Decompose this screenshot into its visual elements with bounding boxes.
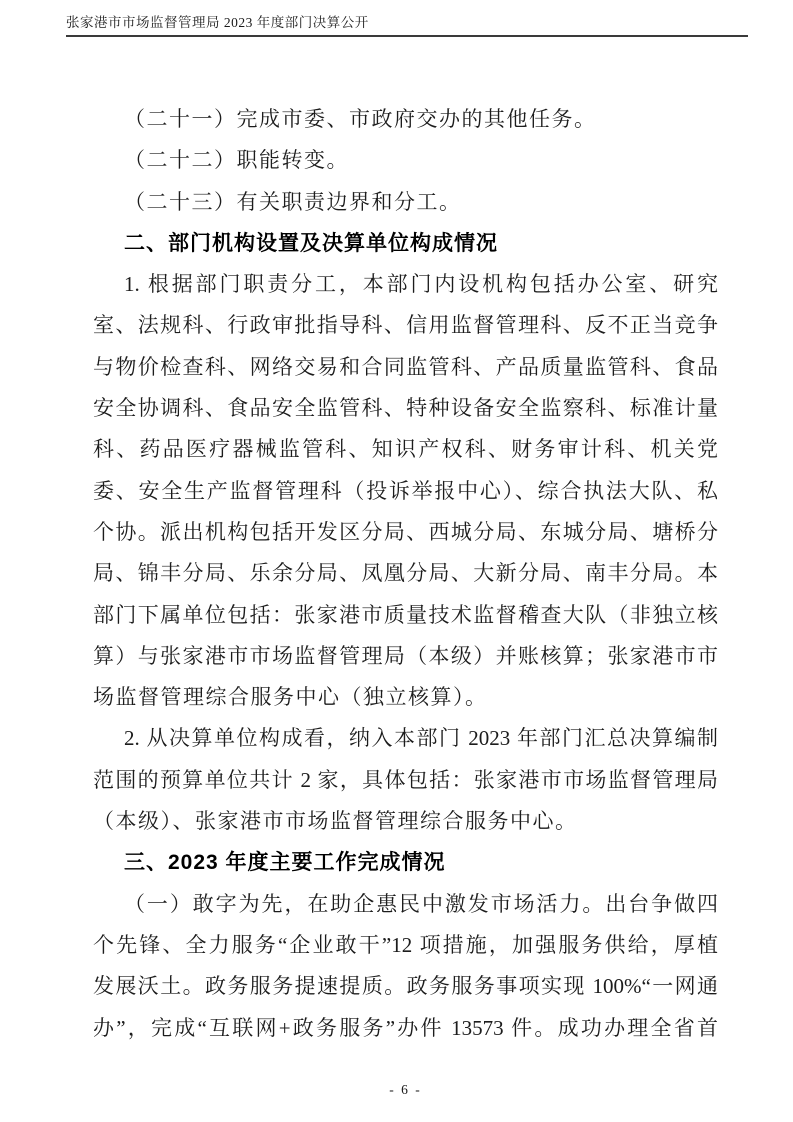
text-line: 部门下属单位包括：张家港市质量技术监督稽查大队（非独立核	[93, 602, 718, 627]
text-line: 2. 从决算单位构成看，纳入本部门 2023 年部门汇总决算编制	[124, 726, 718, 751]
section-heading: 三、2023 年度主要工作完成情况	[124, 851, 446, 875]
text-line: （二十三）有关职责边界和分工。	[124, 189, 462, 214]
document-body	[93, 99, 718, 1049]
text-line: 室、法规科、行政审批指导科、信用监督管理科、反不正当竞争	[93, 313, 718, 338]
text-line: 科、药品医疗器械监管科、知识产权科、财务审计科、机关党	[93, 437, 718, 462]
page-number: - 6 -	[389, 1082, 422, 1097]
text-line: （二十一）完成市委、市政府交办的其他任务。	[124, 107, 597, 131]
text-line: （二十二）职能转变。	[124, 148, 349, 173]
section-heading: 二、部门机构设置及决算单位构成情况	[124, 231, 498, 255]
text-line: 与物价检查科、网络交易和合同监管科、产品质量监管科、食品	[93, 354, 718, 379]
header-title: 张家港市市场监督管理局 2023 年度部门决算公开	[66, 15, 369, 30]
text-line: 发展沃土。政务服务提速提质。政务服务事项实现 100%“一网通	[93, 974, 718, 999]
text-line: 委、安全生产监督管理科（投诉举报中心）、综合执法大队、私	[93, 478, 718, 503]
text-line: 个协。派出机构包括开发区分局、西城分局、东城分局、塘桥分	[93, 519, 718, 544]
page-footer	[93, 1082, 718, 1098]
text-line: 1. 根据部门职责分工，本部门内设机构包括办公室、研究	[124, 272, 718, 297]
text-line: 局、锦丰分局、乐余分局、凤凰分局、大新分局、南丰分局。本	[93, 561, 718, 586]
text-line: （一）敢字为先，在助企惠民中激发市场活力。出台争做四	[124, 891, 718, 916]
text-line: 场监督管理综合服务中心（独立核算）。	[93, 685, 488, 710]
text-line: 算）与张家港市市场监督管理局（本级）并账核算；张家港市市	[93, 643, 718, 668]
text-line: 个先锋、全力服务“企业敢干”12 项措施，加强服务供给，厚植	[93, 932, 718, 957]
text-line: 办”，完成“互联网+政务服务”办件 13573 件。成功办理全省首	[93, 1015, 718, 1040]
text-line: 安全协调科、食品安全监管科、特种设备安全监察科、标准计量	[93, 396, 718, 421]
text-line: 范围的预算单位共计 2 家，具体包括：张家港市市场监督管理局	[93, 767, 718, 792]
text-line: （本级）、张家港市市场监督管理综合服务中心。	[93, 809, 578, 834]
page-header	[66, 14, 748, 37]
